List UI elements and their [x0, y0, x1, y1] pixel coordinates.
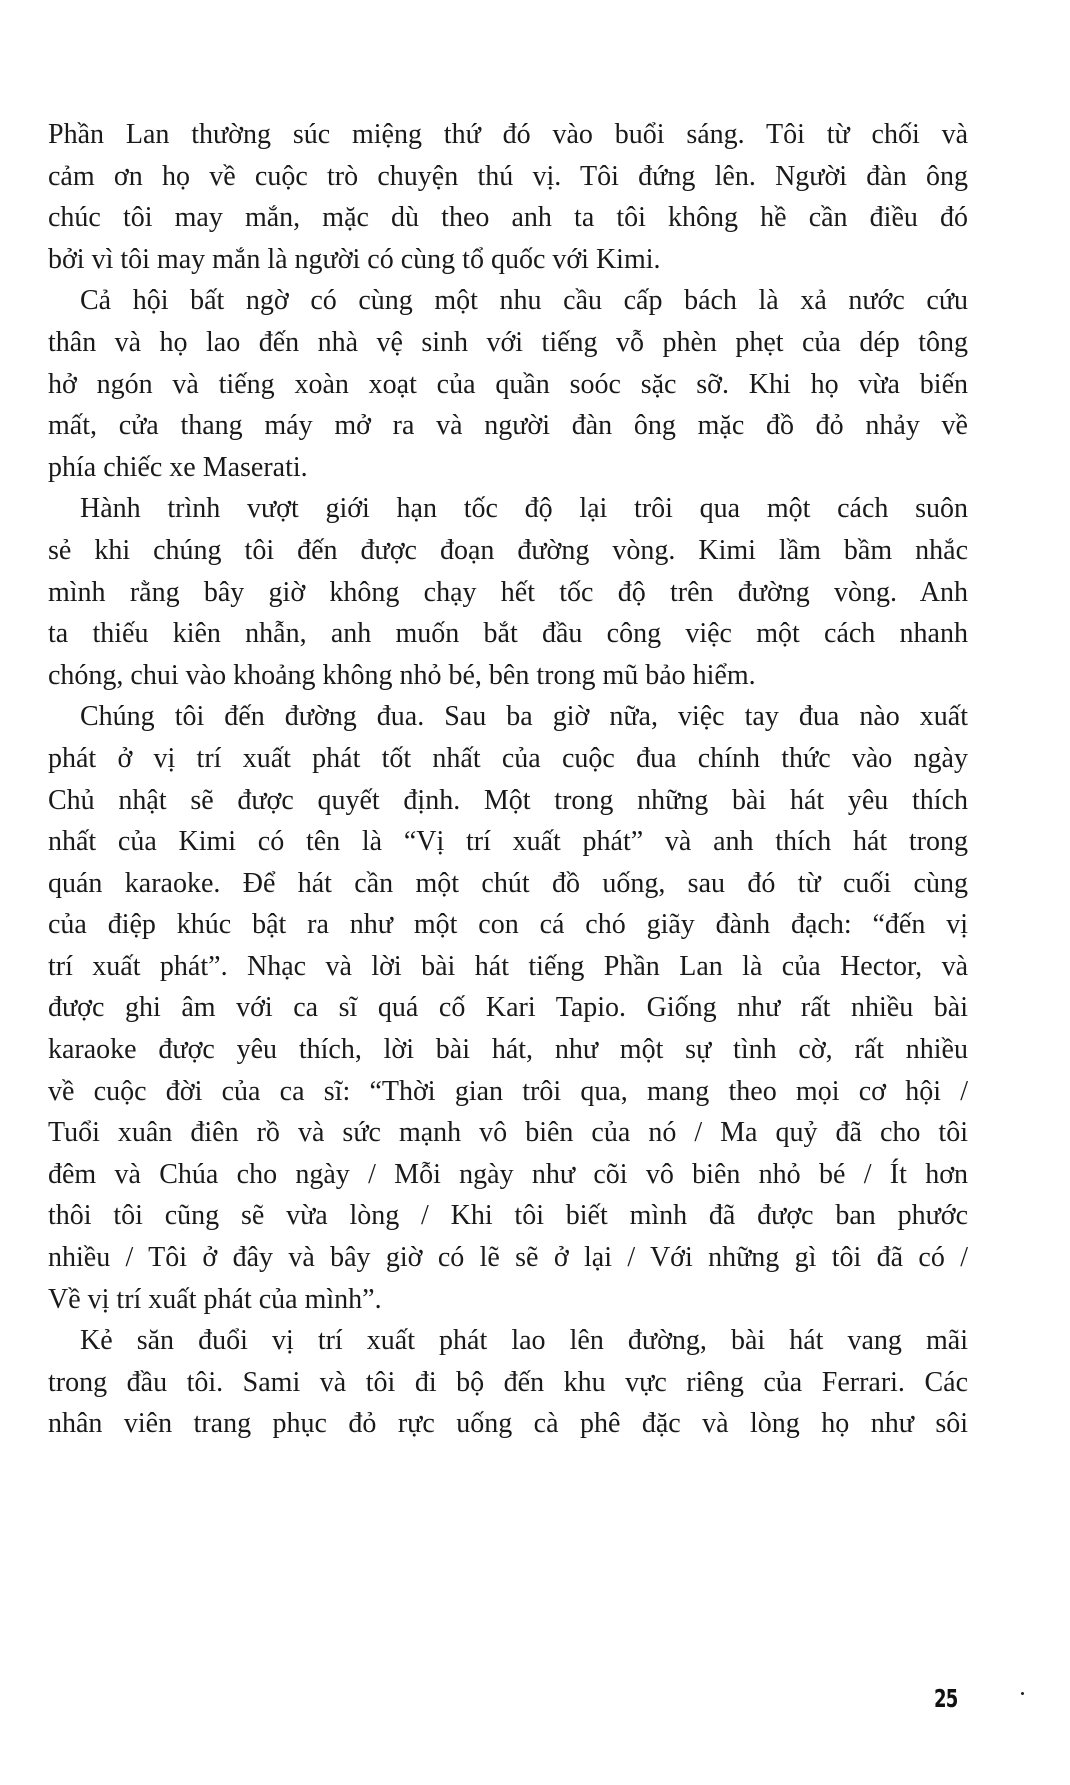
text-line: mất, cửa thang máy mở ra và người đàn ông mặc đồ đỏ nhảy về	[48, 410, 968, 442]
text-line: karaoke được yêu thích, lời bài hát, như một sự tình cờ, rất nhiều	[48, 1034, 968, 1066]
text-line: trong đầu tôi. Sami và tôi đi bộ đến khu vực riêng của Ferrari. Các	[48, 1366, 968, 1398]
page-number: 25	[934, 1684, 958, 1713]
text-line: chóng, chui vào khoảng không nhỏ bé, bên trong mũ bảo hiểm.	[48, 659, 756, 691]
text-line: bởi vì tôi may mắn là người có cùng tổ quốc với Kimi.	[48, 243, 661, 275]
text-line: nhiều / Tôi ở đây và bây giờ có lẽ sẽ ở lại / Với những gì tôi đã có /	[48, 1242, 968, 1274]
text-line: Chủ nhật sẽ được quyết định. Một trong những bài hát yêu thích	[48, 784, 968, 816]
paragraph	[48, 696, 968, 1320]
text-line: hở ngón và tiếng xoàn xoạt của quần soóc sặc sỡ. Khi họ vừa biến	[48, 368, 968, 400]
text-line: Kẻ săn đuổi vị trí xuất phát lao lên đường, bài hát vang mãi	[80, 1325, 968, 1357]
text-line: thôi tôi cũng sẽ vừa lòng / Khi tôi biết mình đã được ban phước	[48, 1200, 968, 1232]
text-line: Chúng tôi đến đường đua. Sau ba giờ nữa, việc tay đua nào xuất	[80, 701, 968, 733]
body-text	[48, 114, 968, 1445]
text-line: chúc tôi may mắn, mặc dù theo anh ta tôi không hề cần điều đó	[48, 202, 968, 234]
text-line: về cuộc đời của ca sĩ: “Thời gian trôi qua, mang theo mọi cơ hội /	[48, 1075, 968, 1107]
text-line: nhân viên trang phục đỏ rực uống cà phê đặc và lòng họ như sôi	[48, 1408, 968, 1440]
paragraph	[48, 488, 968, 696]
text-line: của điệp khúc bật ra như một con cá chó giãy đành đạch: “đến vị	[48, 909, 968, 941]
text-line: thân và họ lao đến nhà vệ sinh với tiếng vỗ phèn phẹt của dép tông	[48, 326, 968, 358]
text-line: mình rằng bây giờ không chạy hết tốc độ trên đường vòng. Anh	[48, 576, 968, 608]
text-line: phát ở vị trí xuất phát tốt nhất của cuộc đua chính thức vào ngày	[48, 742, 968, 774]
text-line: Hành trình vượt giới hạn tốc độ lại trôi qua một cách suôn	[80, 493, 968, 525]
text-line: Cả hội bất ngờ có cùng một nhu cầu cấp bách là xả nước cứu	[80, 285, 968, 317]
text-line: Phần Lan thường súc miệng thứ đó vào buổi sáng. Tôi từ chối và	[48, 119, 968, 150]
text-line: quán karaoke. Để hát cần một chút đồ uống, sau đó từ cuối cùng	[48, 867, 968, 899]
text-line: được ghi âm với ca sĩ quá cố Kari Tapio. Giống như rất nhiều bài	[48, 992, 968, 1024]
text-line: Về vị trí xuất phát của mình”.	[48, 1283, 382, 1315]
text-line: nhất của Kimi có tên là “Vị trí xuất phát” và anh thích hát trong	[48, 826, 968, 858]
text-line: trí xuất phát”. Nhạc và lời bài hát tiếng Phần Lan là của Hector, và	[48, 950, 968, 982]
text-line: đêm và Chúa cho ngày / Mỗi ngày như cõi vô biên nhỏ bé / Ít hơn	[48, 1158, 968, 1190]
paragraph	[48, 1320, 968, 1445]
text-line: cảm ơn họ về cuộc trò chuyện thú vị. Tôi đứng lên. Người đàn ông	[48, 160, 968, 192]
text-line: phía chiếc xe Maserati.	[48, 451, 308, 483]
text-line: Tuổi xuân điên rồ và sức mạnh vô biên của nó / Ma quỷ đã cho tôi	[48, 1117, 968, 1149]
scan-speck	[1021, 1692, 1024, 1695]
paragraph	[48, 280, 968, 488]
text-line: ta thiếu kiên nhẫn, anh muốn bắt đầu công việc một cách nhanh	[48, 618, 968, 650]
paragraph	[48, 114, 968, 280]
text-line: sẻ khi chúng tôi đến được đoạn đường vòng. Kimi lầm bầm nhắc	[48, 534, 968, 566]
